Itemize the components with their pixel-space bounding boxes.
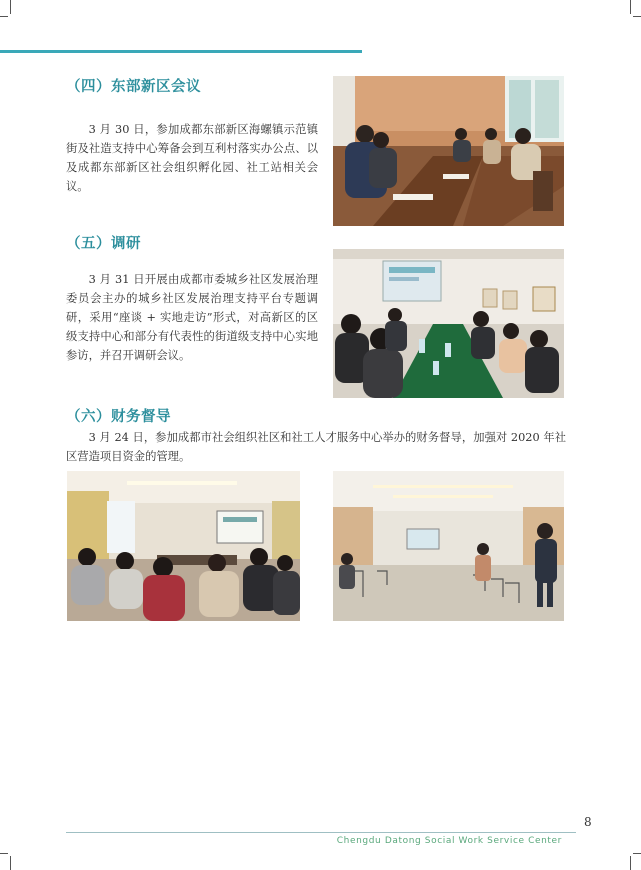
- hall-photo: [333, 471, 564, 621]
- research-meeting-photo: [333, 249, 564, 398]
- section-paragraph-research: 3 月 31 日开展由成都市委城乡社区发展治理委员会主办的城乡社区发展治理支持平台专题调研，采用“座谈 + 实地走访”形式，对高新区的区级支持中心和部分有代表性的街道级支持中心实地参访，并召开调研会议。: [66, 273, 318, 362]
- section-paragraph-eastern-district: 3 月 30 日，参加成都东部新区海螺镇示范镇街及社造支持中心筹备会到互利村落实办公点、以及成都东部新区社会组织孵化园、社工站相关会议。: [66, 123, 318, 193]
- finance-training-photo: [67, 471, 300, 621]
- crop-mark: [630, 0, 631, 14]
- crop-mark: [10, 0, 11, 14]
- crop-mark: [0, 853, 8, 854]
- meeting-room-photo: [333, 76, 564, 226]
- crop-mark: [633, 853, 641, 854]
- footer-rule: [66, 832, 576, 833]
- crop-mark: [10, 856, 11, 870]
- section-heading-research: （五）调研: [66, 236, 141, 252]
- section-paragraph-finance: 3 月 24 日，参加成都市社会组织社区和社工人才服务中心举办的财务督导，加强对 2020 年社区营造项目资金的管理。: [66, 431, 566, 463]
- crop-mark: [633, 16, 641, 17]
- header-rule: [0, 50, 362, 53]
- footer-center-name: Chengdu Datong Social Work Service Center: [336, 836, 562, 846]
- page-number: 8: [584, 815, 592, 829]
- crop-mark: [630, 856, 631, 870]
- crop-mark: [0, 16, 8, 17]
- section-heading-eastern-district: （四）东部新区会议: [66, 79, 201, 95]
- section-heading-finance: （六）财务督导: [66, 409, 171, 425]
